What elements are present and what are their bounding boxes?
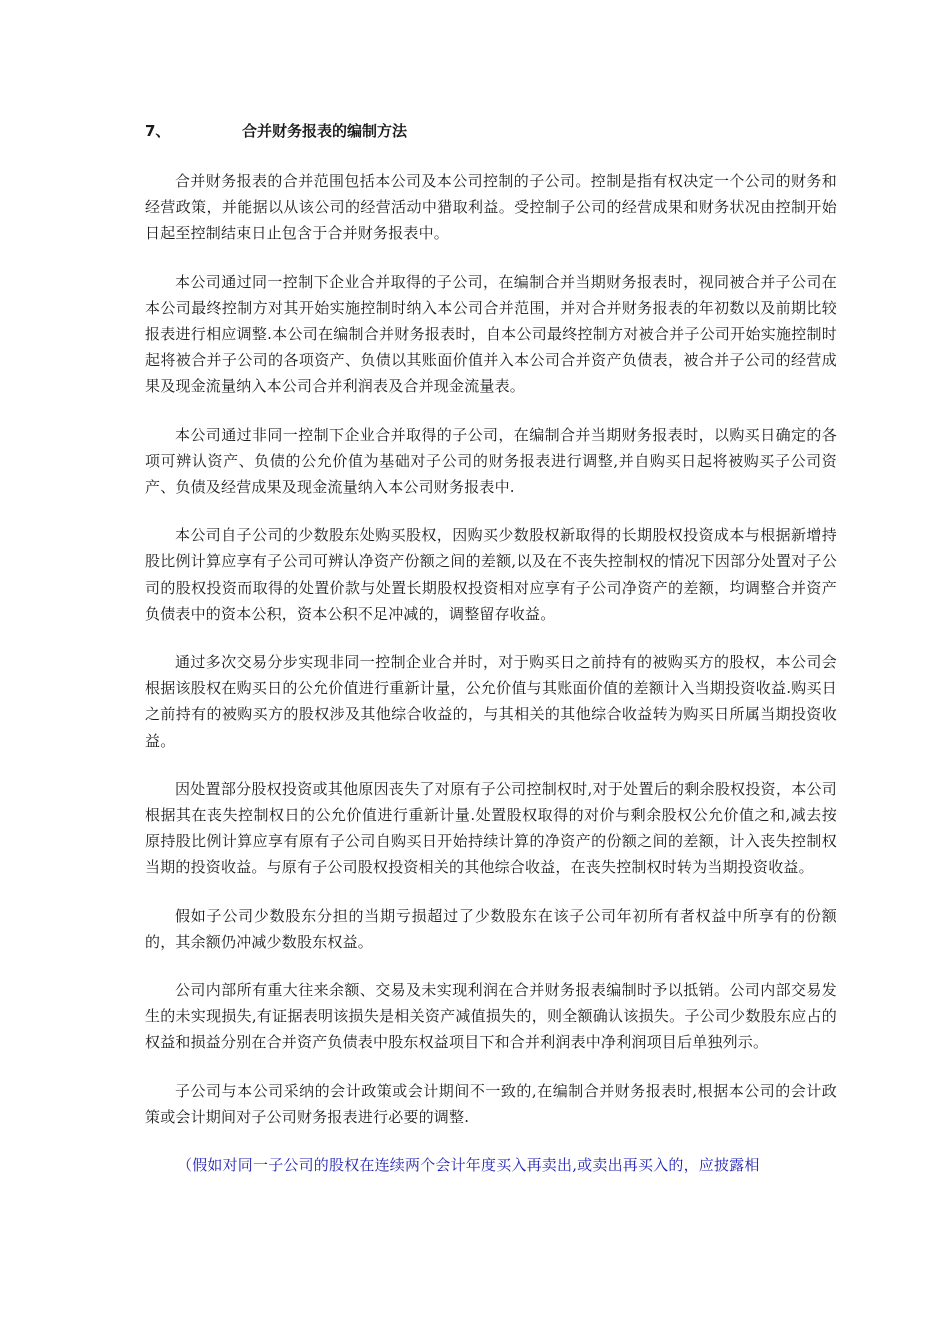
note-paragraph: （假如对同一子公司的股权在连续两个会计年度买入再卖出,或卖出再买入的，应披露相 <box>177 1156 760 1175</box>
paragraph-consolidation-scope: 合并财务报表的合并范围包括本公司及本公司控制的子公司。控制是指有权决定一个公司的财务和经营政策，并能据以从该公司的经营活动中猎取利益。受控制子公司的经营成果和财务状况由控制开始日起至控制结束日止包含于合并财务报表中。 <box>145 172 837 243</box>
section-number: 7、 <box>145 122 171 140</box>
paragraph-same-control-merger: 本公司通过同一控制下企业合并取得的子公司，在编制合并当期财务报表时，视同被合并子公司在本公司最终控制方对其开始实施控制时纳入本公司合并范围，并对合并财务报表的年初数以及前期比较报表进行相应调整.本公司在编制合并财务报表时，自本公司最终控制方对被合并子公司开始实施控制时起将被合并子公司的各项资产、负债以其账面价值并入本公司合并资产负债表，被合并子公司的经营成果及现金流量纳入本公司合并利润表及合并现金流量表。 <box>145 272 837 396</box>
paragraph-loss-of-control: 因处置部分股权投资或其他原因丧失了对原有子公司控制权时,对于处置后的剩余股权投资，本公司根据其在丧失控制权日的公允价值进行重新计量.处置股权取得的对价与剩余股权公允价值之和,减去按原持股比例计算应享有原有子公司自购买日开始持续计算的净资产的份额之间的差额，计入丧失控制权当期的投资收益。与原有子公司股权投资相关的其他综合收益，在丧失控制权时转为当期投资收益。 <box>145 779 837 877</box>
document-page <box>145 118 837 1200</box>
section-title: 合并财务报表的编制方法 <box>242 122 408 140</box>
paragraph-minority-purchase: 本公司自子公司的少数股东处购买股权，因购买少数股权新取得的长期股权投资成本与根据新增持股比例计算应享有子公司可辨认净资产份额之间的差额,以及在不丧失控制权的情况下因部分处置对子公司的股权投资而取得的处置价款与处置长期股权投资相对应享有子公司净资产的差额，均调整合并资产负债表中的资本公积，资本公积不足冲减的，调整留存收益。 <box>145 526 837 623</box>
paragraph-minority-losses: 假如子公司少数股东分担的当期亏损超过了少数股东在该子公司年初所有者权益中所享有的份额的，其余额仍冲减少数股东权益。 <box>145 906 837 951</box>
paragraph-intragroup-elimination: 公司内部所有重大往来余额、交易及未实现利润在合并财务报表编制时予以抵销。公司内部交易发生的未实现损失,有证据表明该损失是相关资产减值损失的，则全额确认该损失。子公司少数股东应占的权益和损益分别在合并资产负债表中股东权益项目下和合并利润表中净利润项目后单独列示。 <box>145 981 837 1052</box>
paragraph-policy-alignment: 子公司与本公司采纳的会计政策或会计期间不一致的,在编制合并财务报表时,根据本公司的会计政策或会计期间对子公司财务报表进行必要的调整. <box>145 1081 837 1126</box>
paragraph-non-same-control-merger: 本公司通过非同一控制下企业合并取得的子公司，在编制合并当期财务报表时，以购买日确定的各项可辨认资产、负债的公允价值为基础对子公司的财务报表进行调整,并自购买日起将被购买子公司资产、负债及经营成果及现金流量纳入本公司财务报表中. <box>145 425 837 497</box>
paragraph-step-acquisition: 通过多次交易分步实现非同一控制企业合并时，对于购买日之前持有的被购买方的股权，本公司会根据该股权在购买日的公允价值进行重新计量，公允价值与其账面价值的差额计入当期投资收益.购买日之前持有的被购买方的股权涉及其他综合收益的，与其相关的其他综合收益转为购买日所属当期投资收益。 <box>145 653 837 750</box>
section-heading <box>145 118 837 144</box>
